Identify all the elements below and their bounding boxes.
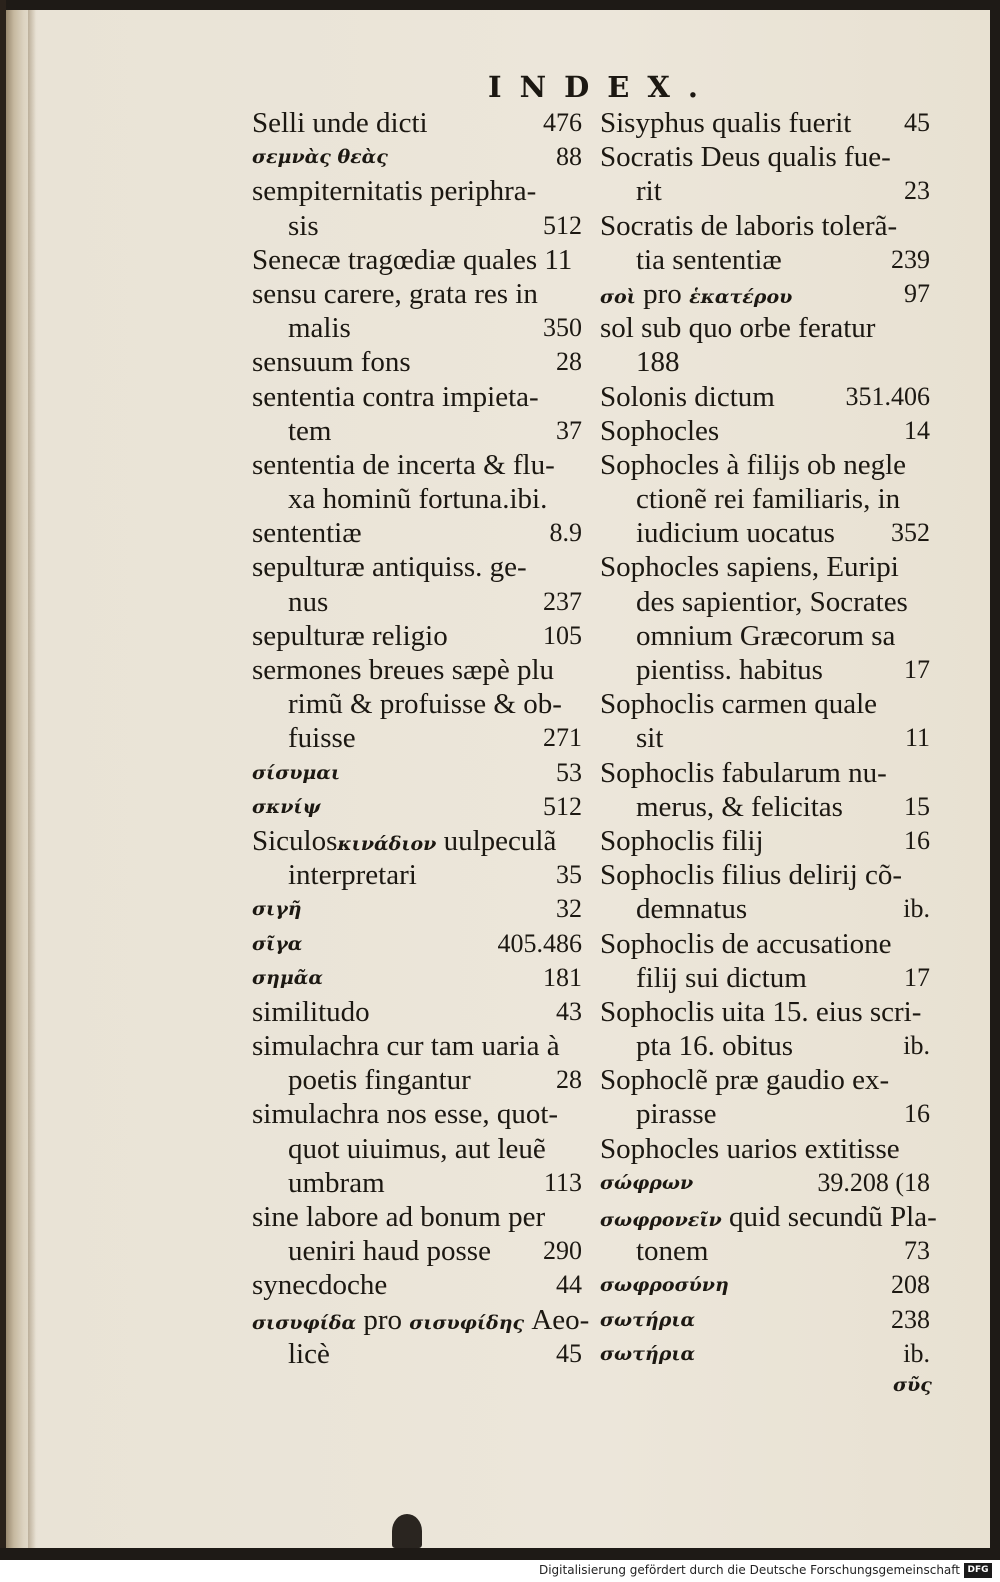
index-entry (600, 1303, 930, 1337)
entry-text: σημᾶα (252, 966, 323, 989)
index-entry (600, 1097, 930, 1131)
footer-bar (0, 1560, 1000, 1582)
entry-text: sensu carere, grata res in (252, 277, 538, 310)
index-entry (252, 209, 582, 243)
entry-greek: σισυφίδα (252, 1311, 357, 1334)
entry-text: σῖγα (252, 932, 303, 955)
index-entry (600, 209, 930, 243)
entry-latin: Aeo- (531, 1303, 590, 1336)
entry-text: sententia de incerta & flu- (252, 448, 555, 481)
index-entry (252, 1268, 582, 1302)
index-entry (252, 140, 582, 174)
entry-text: Socratis de laboris tolerã- (600, 209, 898, 242)
entry-text: interpretari (288, 859, 417, 892)
entry-page-ref: 208 (891, 1270, 930, 1300)
entry-text: xa hominũ fortuna.ibi. (288, 483, 548, 516)
entry-greek: ἑκατέρου (689, 285, 793, 308)
entry-text: nus (288, 585, 329, 618)
entry-page-ref: 512 (543, 791, 582, 821)
index-entry (600, 550, 930, 584)
entry-text: pirasse (636, 1098, 717, 1131)
index-entry (600, 619, 930, 653)
index-entry (252, 1234, 582, 1268)
entry-text: ctionẽ rei familiaris, in (636, 483, 901, 516)
index-entry (252, 961, 582, 995)
entry-page-ref: 53 (556, 757, 582, 787)
entry-text: sit (636, 722, 664, 755)
entry-page-ref: 45 (904, 108, 930, 137)
entry-page-ref: 238 (891, 1304, 930, 1334)
entry-text: σωτήρια (600, 1308, 696, 1331)
index-entry (252, 653, 582, 687)
index-entry (252, 585, 582, 619)
entry-text: sol sub quo orbe feratur (600, 312, 876, 345)
index-entry (600, 1063, 930, 1097)
index-entry (252, 243, 582, 277)
entry-text: σίσυμαι (252, 761, 341, 784)
gutter-shadow (28, 10, 36, 1548)
entry-text: sententia contra impieta- (252, 380, 539, 413)
entry-text (600, 1200, 937, 1237)
entry-text (600, 277, 792, 314)
scan-border-top (0, 0, 1000, 10)
entry-text: Sophoclis filius delirij cõ- (600, 859, 903, 892)
entry-page-ref: 512 (543, 210, 582, 240)
entry-page-ref: 32 (556, 894, 582, 924)
entry-text: des sapientior, Socrates (636, 585, 908, 618)
entry-page-ref: 11 (904, 723, 930, 753)
entry-text: tonem (636, 1235, 709, 1268)
entry-text: licè (288, 1337, 330, 1370)
entry-page-ref: 350 (543, 313, 582, 343)
entry-text: Socratis Deus qualis fue- (600, 141, 891, 174)
index-entry (252, 380, 582, 414)
index-entry (600, 1200, 937, 1234)
index-entry (252, 1303, 590, 1337)
index-entry (600, 995, 930, 1029)
entry-text: sermones breues sæpè plu (252, 654, 555, 686)
index-entry (252, 756, 582, 790)
index-entry (252, 174, 582, 208)
entry-page-ref: 88 (556, 142, 582, 172)
entry-page-ref: 16 (904, 1099, 930, 1129)
index-entry (252, 927, 582, 961)
entry-text: iudicium uocatus (636, 517, 835, 550)
entry-text: sempiternitatis periphra- (252, 175, 537, 208)
index-entry (252, 1097, 582, 1131)
entry-text: sepulturæ religio (252, 619, 448, 652)
entry-text: similitudo (252, 995, 370, 1028)
entry-text: Sophocles à filijs ob negle (600, 448, 907, 481)
entry-text: Sophoclis uita 15. eius scri- (600, 995, 922, 1028)
entry-text: Sophoclis filij (600, 824, 764, 857)
entry-text: tem (288, 414, 332, 447)
index-entry (252, 1337, 582, 1371)
index-entry (252, 1132, 582, 1166)
entry-text: quot uiuimus, aut leuẽ (288, 1132, 546, 1165)
index-entry (252, 277, 582, 311)
entry-text: pta 16. obitus (636, 1030, 794, 1063)
entry-text: fuisse (288, 722, 356, 755)
entry-page-ref: 351.406 (845, 381, 930, 411)
index-entry (600, 858, 930, 892)
index-entry (252, 345, 582, 379)
index-entry (252, 619, 582, 653)
index-entry (600, 140, 930, 174)
entry-text: simulachra nos esse, quot- (252, 1098, 559, 1131)
scan-border-right (990, 0, 1000, 1560)
entry-page-ref: 44 (556, 1270, 582, 1300)
entry-page-ref: 290 (543, 1236, 582, 1266)
entry-text: omnium Græcorum sa (636, 619, 896, 652)
index-entry (600, 961, 930, 995)
entry-latin: pro (643, 277, 682, 310)
index-entry (600, 243, 930, 277)
index-entry (600, 448, 930, 482)
entry-page-ref: ib. (903, 894, 930, 924)
entry-text: Sophocles (600, 414, 720, 447)
index-entry (600, 892, 930, 926)
index-entry (600, 927, 930, 961)
entry-text: σιγῆ (252, 898, 302, 921)
entry-page-ref: 43 (556, 996, 582, 1026)
entry-text: Sophoclis carmen quale (600, 688, 878, 721)
entry-text: Sisyphus qualis fuerit (600, 107, 852, 139)
entry-text: Sophocles uarios extitisse (600, 1132, 900, 1165)
entry-latin: pro (363, 1303, 402, 1336)
entry-page-ref: 45 (556, 1338, 582, 1368)
index-entry (252, 721, 582, 755)
entry-text: rimũ & profuisse & ob- (288, 688, 562, 721)
entry-text: sine labore ad bonum per (252, 1201, 546, 1233)
entry-text: σκνίψ (252, 795, 321, 818)
entry-page-ref: 16 (904, 825, 930, 855)
index-entry (252, 1029, 582, 1063)
entry-text: synecdoche (252, 1269, 388, 1302)
index-entry (252, 106, 582, 140)
entry-text (252, 824, 556, 861)
index-entry (600, 277, 930, 311)
entry-latin: Siculos (252, 824, 338, 857)
entry-text (252, 1303, 589, 1340)
entry-page-ref: 237 (543, 586, 582, 616)
entry-text: Sophoclis fabularum nu- (600, 756, 887, 789)
entry-text: 188 (636, 346, 680, 379)
entry-text: simulachra cur tam uaria à (252, 1030, 560, 1063)
entry-text: σώφρων (600, 1171, 694, 1194)
entry-text: sepulturæ antiquiss. ge- (252, 551, 527, 584)
index-entry (600, 1234, 930, 1268)
entry-page-ref: 271 (543, 723, 582, 753)
index-entry (252, 516, 582, 550)
index-entry (252, 892, 582, 926)
index-entry (600, 585, 930, 619)
index-entry (600, 721, 930, 755)
entry-text: σεμνὰς θεὰς (252, 146, 388, 169)
index-entry (600, 653, 930, 687)
entry-text: merus, & felicitas (636, 790, 843, 823)
index-entry (600, 1337, 930, 1371)
index-entry (252, 414, 582, 448)
index-entry (252, 1200, 582, 1234)
entry-page-ref: 39.208 (18 (817, 1167, 930, 1197)
entry-page-ref: 17 (904, 655, 930, 684)
index-entry (600, 1268, 930, 1302)
index-entry (252, 1063, 582, 1097)
index-entry (600, 1029, 930, 1063)
dfg-logo: DFG (964, 1563, 992, 1578)
entry-page-ref: 113 (543, 1167, 582, 1197)
entry-page-ref: ib. (903, 1031, 930, 1061)
index-entry (252, 448, 582, 482)
entry-text: rit (636, 175, 662, 208)
entry-text: ueniri haud posse (288, 1235, 491, 1268)
entry-text: sententiæ (252, 517, 362, 550)
entry-text: Senecæ tragœdiæ quales 11 (252, 243, 573, 276)
entry-text: sensuum fons (252, 346, 411, 379)
entry-page-ref: 105 (543, 620, 582, 650)
entry-page-ref: 23 (904, 176, 930, 206)
entry-text: Selli unde dicti (252, 107, 428, 139)
entry-greek: σισυφίδης (409, 1311, 525, 1334)
entry-page-ref: ib. (903, 1338, 930, 1368)
entry-greek: σωφρονεῖν (600, 1209, 722, 1231)
entry-text: tia sententiæ (636, 243, 782, 276)
entry-text: filij sui dictum (636, 961, 807, 994)
entry-page-ref: 352 (891, 518, 930, 548)
entry-greek: σοὶ (600, 285, 636, 308)
index-entry (252, 858, 582, 892)
index-entry (600, 756, 930, 790)
entry-page-ref: 14 (904, 415, 930, 445)
index-column-right (600, 106, 937, 1371)
index-entry (600, 380, 930, 414)
index-entry (252, 995, 582, 1029)
index-entry (600, 687, 930, 721)
index-entry (600, 345, 930, 379)
entry-page-ref: 17 (904, 962, 930, 992)
index-entry (600, 790, 930, 824)
entry-text: Sophoclis de accusatione (600, 927, 892, 960)
index-entry (252, 687, 582, 721)
entry-latin: quid secundũ Pla- (728, 1201, 937, 1233)
page-header: INDEX. (488, 70, 716, 104)
index-entry (600, 1166, 930, 1200)
index-entry (600, 414, 930, 448)
entry-greek: κινάδιον (337, 832, 437, 855)
entry-text: Sophocles sapiens, Euripi (600, 551, 899, 584)
entry-page-ref: 239 (891, 244, 930, 274)
catchword: σῦς (893, 1374, 932, 1396)
entry-page-ref: 28 (556, 1065, 582, 1095)
book-clip (392, 1514, 422, 1548)
entry-text: σωτήρια (600, 1342, 696, 1365)
entry-page-ref: 405.486 (497, 928, 582, 958)
entry-text: Solonis dictum (600, 380, 775, 413)
entry-text: pientiss. habitus (636, 654, 823, 686)
entry-page-ref: 15 (904, 791, 930, 821)
footer-credit: Digitalisierung gefördert durch die Deutsche Forschungsgemeinschaft (538, 1563, 960, 1577)
index-entry (252, 824, 582, 858)
entry-text: poetis fingantur (288, 1064, 471, 1097)
index-entry (252, 790, 582, 824)
index-entry (600, 824, 930, 858)
entry-text: demnatus (636, 893, 748, 926)
entry-text: σωφροσύνη (600, 1274, 729, 1297)
entry-page-ref: 8.9 (549, 518, 582, 548)
index-entry (252, 311, 582, 345)
entry-latin: uulpeculã (443, 824, 557, 857)
entry-text: Sophoclẽ præ gaudio ex- (600, 1064, 890, 1097)
entry-page-ref: 476 (543, 108, 582, 137)
index-entry (252, 482, 582, 516)
index-entry (600, 311, 930, 345)
index-entry (600, 106, 930, 140)
entry-page-ref: 97 (904, 278, 930, 308)
index-entry (252, 550, 582, 584)
entry-text: sis (288, 209, 319, 242)
index-entry (600, 482, 930, 516)
index-entry (252, 1166, 582, 1200)
index-entry (600, 516, 930, 550)
entry-page-ref: 35 (556, 860, 582, 890)
entry-text: malis (288, 312, 351, 345)
index-entry (600, 174, 930, 208)
entry-page-ref: 37 (556, 415, 582, 445)
entry-page-ref: 181 (543, 962, 582, 992)
entry-text: umbram (288, 1166, 385, 1199)
entry-page-ref: 28 (556, 347, 582, 377)
index-entry (600, 1132, 930, 1166)
scan-border-bottom (0, 1548, 1000, 1560)
index-column-left (252, 106, 590, 1371)
entry-page-ref: 73 (904, 1236, 930, 1266)
